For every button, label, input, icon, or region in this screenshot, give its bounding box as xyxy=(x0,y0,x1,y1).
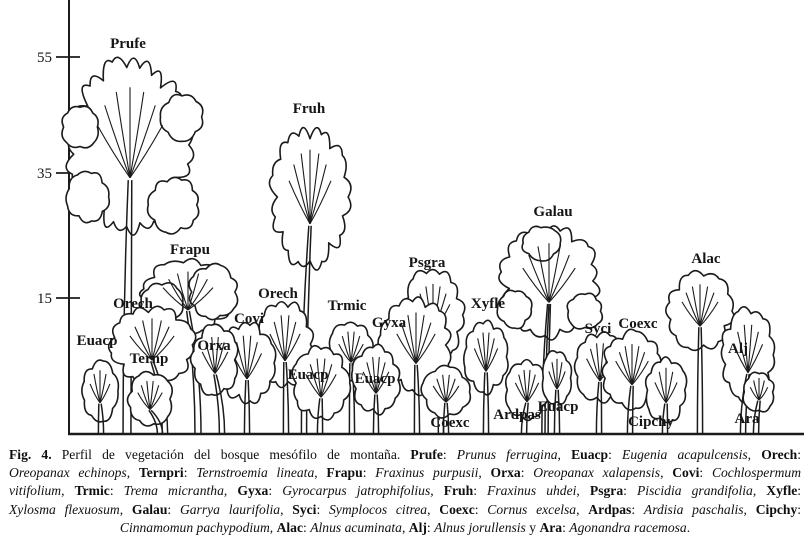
caption-text: , xyxy=(126,465,139,481)
figure-caption xyxy=(0,446,810,537)
tree-label-covi: Covi xyxy=(234,311,264,327)
tree-label-syci: Syci xyxy=(584,321,612,337)
caption-line-2 xyxy=(9,464,801,482)
caption-species-name: Trema micrantha xyxy=(123,483,224,499)
caption-line-5 xyxy=(9,519,801,537)
caption-abbreviation: Gyxa xyxy=(237,483,269,499)
caption-line-3 xyxy=(9,482,801,500)
caption-abbreviation: Ara xyxy=(539,519,563,535)
caption-abbreviation: Coexc xyxy=(439,501,475,517)
caption-text: : xyxy=(473,483,488,499)
tree-label-euacp-2: Euacp xyxy=(287,367,329,383)
caption-species-name: Piscidia grandifolia xyxy=(637,483,753,499)
caption-text: Perfil de vegetación del bosque mesófilo de montaña. xyxy=(51,447,411,462)
tree-ternp xyxy=(127,372,172,434)
caption-abbreviation: Fruh xyxy=(443,483,474,499)
caption-text: , xyxy=(576,483,590,499)
tree-label-alac: Alac xyxy=(691,251,721,267)
caption-abbreviation: Euacp xyxy=(571,447,609,462)
tree-label-ternp: Ternp xyxy=(129,351,169,367)
caption-text: , xyxy=(280,501,293,517)
caption-species-name: Prunus ferrugina xyxy=(456,447,558,462)
caption-text: : xyxy=(474,501,488,517)
caption-species-name: Ardisia paschalis xyxy=(643,501,744,517)
caption-text: , xyxy=(223,483,238,499)
caption-abbreviation: Trmic xyxy=(74,483,110,499)
caption-text: : xyxy=(699,465,712,481)
caption-species-name: Cinnamomun pachypodium xyxy=(119,519,270,535)
tree-label-fruh: Fruh xyxy=(292,101,326,117)
caption-text: , xyxy=(576,501,589,517)
axis-tick-label-15: 15 xyxy=(37,291,52,307)
tree-label-coexc-right: Coexc xyxy=(618,316,658,332)
caption-text: , xyxy=(269,519,277,535)
caption-text: , xyxy=(743,501,756,517)
caption-text: y xyxy=(525,519,540,535)
caption-text: : xyxy=(268,483,283,499)
caption-species-name: Alnus jorullensis xyxy=(434,519,526,535)
caption-text: , xyxy=(557,447,572,462)
caption-text: , xyxy=(401,519,409,535)
caption-text: , xyxy=(314,465,327,481)
caption-species-name: Agonandra racemosa xyxy=(569,519,687,535)
caption-abbreviation: Orech xyxy=(761,447,798,462)
caption-line-1 xyxy=(9,446,801,464)
tree-label-frapu: Frapu xyxy=(169,242,211,258)
tree-label-ardpas: Ardpas xyxy=(493,407,541,423)
tree-label-gyxa: Gyxa xyxy=(371,315,407,331)
caption-abbreviation: Prufe xyxy=(410,447,443,462)
tree-label-orech-right: Orech xyxy=(258,286,298,302)
caption-species-name: Oreopanax xalapensis xyxy=(533,465,661,481)
caption-text: : xyxy=(562,519,570,535)
caption-abbreviation: Ardpas xyxy=(588,501,632,517)
caption-species-name: vitifolium xyxy=(9,483,62,499)
tree-crown xyxy=(127,372,172,426)
caption-text: : xyxy=(316,501,329,517)
tree-label-xyfle: Xyfle xyxy=(470,296,506,312)
caption-species-name: Eugenia acapulcensis xyxy=(622,447,748,462)
caption-text: , xyxy=(430,483,444,499)
caption-abbreviation: Alj xyxy=(408,519,427,535)
caption-species-name: Fraxinus purpusii xyxy=(375,465,479,481)
caption-abbreviation: Syci xyxy=(292,501,317,517)
caption-text: , xyxy=(478,465,491,481)
caption-text: : xyxy=(362,465,376,481)
caption-text: : xyxy=(608,447,623,462)
tree-crown xyxy=(421,365,470,418)
caption-species-name: Symplocos citrea xyxy=(328,501,428,517)
caption-text: : xyxy=(797,483,802,499)
axis-tick-label-35: 35 xyxy=(37,166,52,182)
caption-species-name: Alnus acuminata xyxy=(310,519,402,535)
caption-text: : xyxy=(631,501,644,517)
caption-abbreviation: Alac xyxy=(276,519,304,535)
caption-text: , xyxy=(119,501,132,517)
caption-species-name: Cornus excelsa xyxy=(487,501,577,517)
caption-species-name: Garrya laurifolia xyxy=(179,501,281,517)
tree-label-alj: Alj xyxy=(728,341,748,357)
tree-label-galau: Galau xyxy=(533,204,573,220)
tree-label-cipchy: Cipchy xyxy=(628,414,674,430)
caption-text: : xyxy=(183,465,197,481)
caption-text: : xyxy=(520,465,534,481)
caption-text: : xyxy=(167,501,180,517)
caption-species-name: Fraxinus uhdei xyxy=(487,483,577,499)
caption-text: : xyxy=(426,519,435,535)
caption-species-name: Xylosma flexuosum xyxy=(9,501,120,517)
tree-euacp-3 xyxy=(352,344,400,434)
caption-text: , xyxy=(660,465,673,481)
caption-abbreviation: Frapu xyxy=(326,465,363,481)
caption-text: , xyxy=(752,483,767,499)
caption-text: . xyxy=(686,519,691,535)
caption-abbreviation: Psgra xyxy=(589,483,624,499)
tree-euacp-1 xyxy=(82,360,119,434)
tree-euacp-4 xyxy=(542,351,571,434)
caption-species-name: Gyrocarpus jatrophifolius xyxy=(282,483,431,499)
caption-text: : xyxy=(797,501,802,517)
tree-crown xyxy=(189,263,238,319)
caption-abbreviation: Cipchy xyxy=(755,501,798,517)
caption-text: : xyxy=(623,483,637,499)
tree-label-orxa: Orxa xyxy=(197,338,231,354)
tree-label-ara: Ara xyxy=(734,411,760,427)
tree-label-euacp-1: Euacp xyxy=(76,333,118,349)
caption-text: : xyxy=(797,447,801,462)
caption-abbreviation: Orxa xyxy=(490,465,521,481)
caption-text: , xyxy=(427,501,440,517)
caption-species-name: Cochlospermum xyxy=(711,465,802,481)
tree-label-euacp-3: Euacp xyxy=(354,371,396,387)
caption-text: : xyxy=(303,519,311,535)
tree-label-orech-left: Orech xyxy=(113,296,153,312)
caption-abbreviation: Galau xyxy=(131,501,168,517)
caption-species-name: Ternstroemia lineata xyxy=(196,465,315,481)
tree-label-trmic: Trmic xyxy=(327,298,367,314)
caption-text: : xyxy=(442,447,457,462)
tree-crown xyxy=(464,320,508,395)
caption-species-name: Oreopanax echinops xyxy=(9,465,127,481)
caption-abbreviation: Fig. 4. xyxy=(9,447,52,462)
caption-abbreviation: Ternpri xyxy=(138,465,184,481)
caption-text: : xyxy=(109,483,124,499)
tree-label-psgra: Psgra xyxy=(408,255,446,271)
tree-crown xyxy=(62,106,98,148)
caption-text: , xyxy=(747,447,762,462)
axis-tick-label-55: 55 xyxy=(37,50,52,66)
tree-label-prufe: Prufe xyxy=(110,36,146,52)
tree-label-euacp-4: Euacp xyxy=(537,399,579,415)
caption-line-4 xyxy=(9,501,801,519)
caption-text: , xyxy=(61,483,75,499)
caption-abbreviation: Covi xyxy=(672,465,700,481)
tree-label-coexc-bottom: Coexc xyxy=(430,415,470,431)
caption-abbreviation: Xyfle xyxy=(766,483,798,499)
